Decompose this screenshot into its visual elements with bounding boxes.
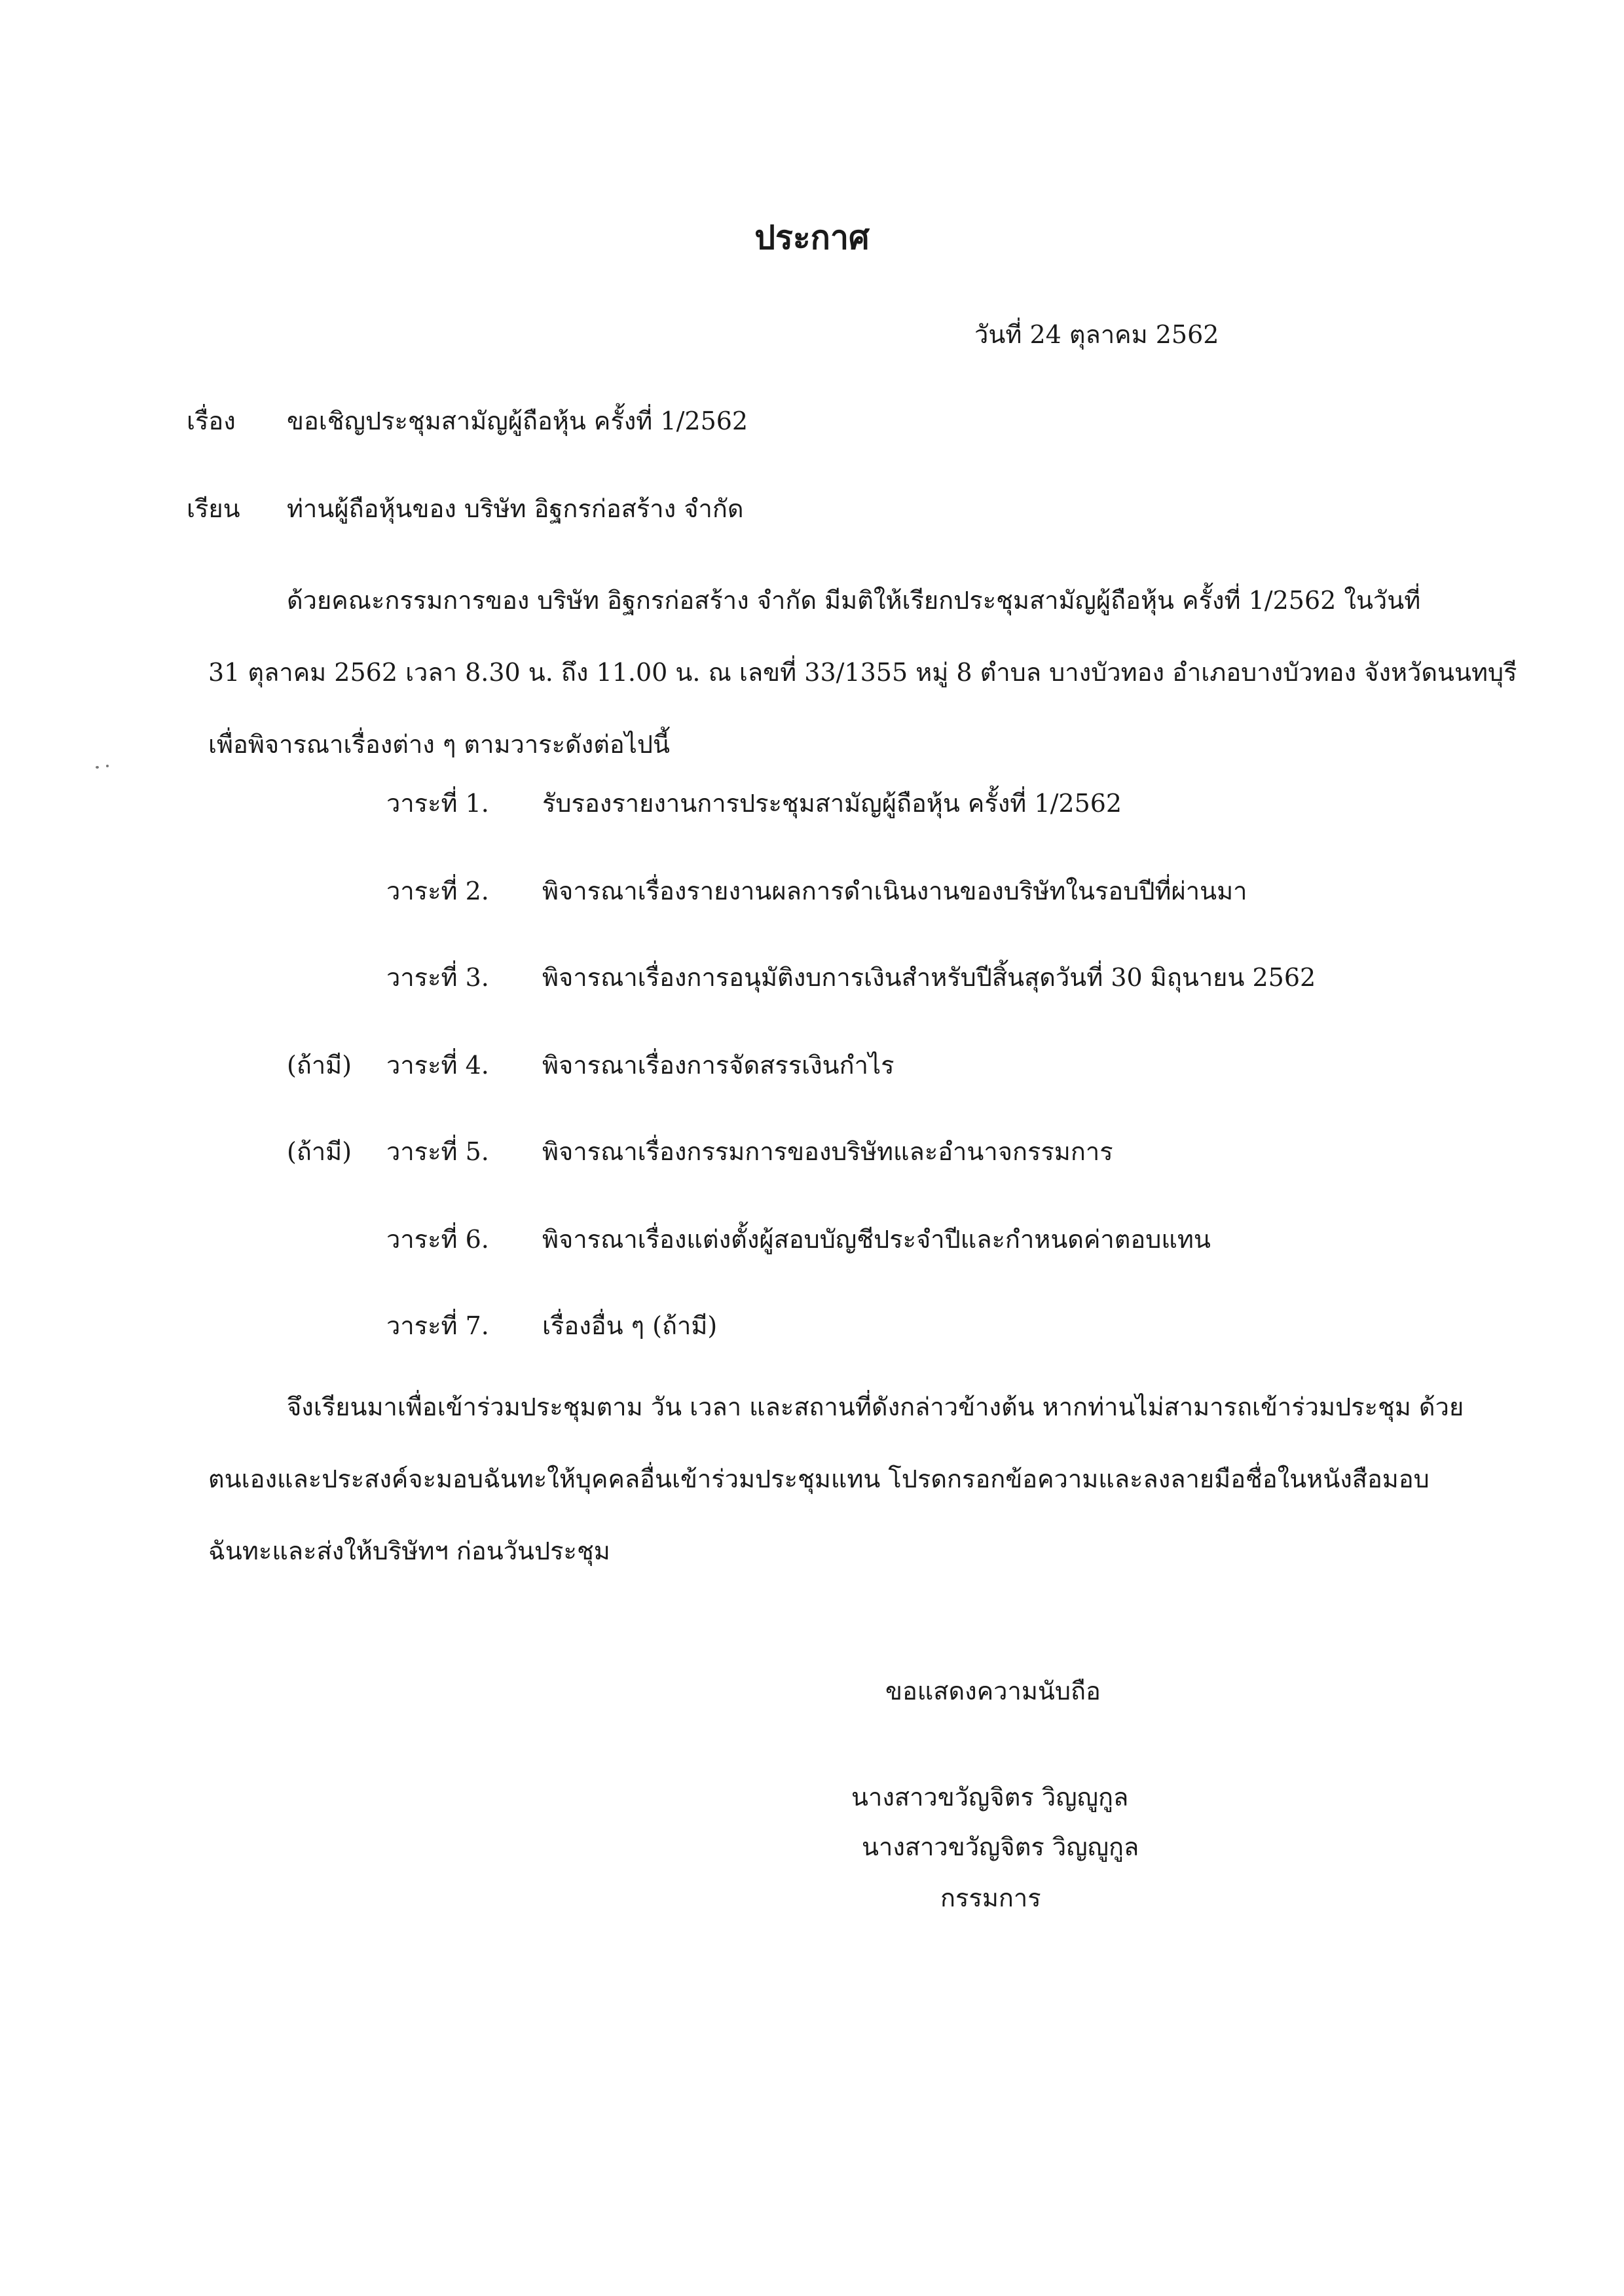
agenda-item-7 xyxy=(0,1305,1624,1338)
signer-position: กรรมการ xyxy=(940,1884,1041,1912)
agenda-item-label: วาระที่ 1. xyxy=(386,789,489,818)
agenda-item-note: (ถ้ามี) xyxy=(287,1137,352,1166)
printed-name: นางสาวขวัญจิตร วิญญูกูล xyxy=(862,1832,1139,1861)
closing-line-2: ตนเองและประสงค์จะมอบฉันทะให้บุคคลอื่นเข้าร่วมประชุมแทน โปรดกรอกข้อความและลงลายมือชื่อในหนังสือมอบ xyxy=(208,1465,1430,1493)
agenda-item-6 xyxy=(0,1219,1624,1252)
intro-line-3: เพื่อพิจารณาเรื่องต่าง ๆ ตามวาระดังต่อไปนี้ xyxy=(208,730,670,759)
intro-line-1: ด้วยคณะกรรมการของ บริษัท อิฐกรก่อสร้าง จำกัด มีมติให้เรียกประชุมสามัญผู้ถือหุ้น ครั้งที่ 1/2562 ในวันที่ xyxy=(287,586,1421,615)
closing-line-3: ฉันทะและส่งให้บริษัทฯ ก่อนวันประชุม xyxy=(208,1537,610,1565)
agenda-item-3 xyxy=(0,957,1624,990)
agenda-item-label: วาระที่ 7. xyxy=(386,1311,489,1340)
closing-line-1: จึงเรียนมาเพื่อเข้าร่วมประชุมตาม วัน เวลา และสถานที่ดังกล่าวข้างต้น หากท่านไม่สามารถเข้าร่วมประชุม ด้วย xyxy=(287,1393,1464,1421)
agenda-item-text: พิจารณาเรื่องการอนุมัติงบการเงินสำหรับปีสิ้นสุดวันที่ 30 มิถุนายน 2562 xyxy=(542,963,1316,992)
subject-text: ขอเชิญประชุมสามัญผู้ถือหุ้น ครั้งที่ 1/2562 xyxy=(287,407,748,435)
agenda-item-text: พิจารณาเรื่องกรรมการของบริษัทและอำนาจกรรมการ xyxy=(542,1137,1113,1166)
agenda-item-text: พิจารณาเรื่องแต่งตั้งผู้สอบบัญชีประจำปีและกำหนดค่าตอบแทน xyxy=(542,1225,1211,1254)
agenda-item-4 xyxy=(0,1045,1624,1078)
agenda-item-text: พิจารณาเรื่องการจัดสรรเงินกำไร xyxy=(542,1051,895,1080)
document-date: วันที่ 24 ตุลาคม 2562 xyxy=(974,320,1219,349)
document-title: ประกาศ xyxy=(754,218,870,257)
agenda-item-label: วาระที่ 6. xyxy=(386,1225,489,1254)
addressee-text: ท่านผู้ถือหุ้นของ บริษัท อิฐกรก่อสร้าง จำกัด xyxy=(287,494,744,523)
agenda-item-label: วาระที่ 3. xyxy=(386,963,489,992)
agenda-item-1 xyxy=(0,783,1624,816)
agenda-item-text: พิจารณาเรื่องรายงานผลการดำเนินงานของบริษัทในรอบปีที่ผ่านมา xyxy=(542,877,1247,905)
intro-paragraph xyxy=(208,564,1517,780)
closing-paragraph xyxy=(208,1371,1464,1587)
agenda-item-label: วาระที่ 5. xyxy=(386,1137,489,1166)
signature-name: นางสาวขวัญจิตร วิญญูกูล xyxy=(851,1783,1129,1812)
subject-label: เรื่อง xyxy=(187,407,236,435)
closing-regards: ขอแสดงความนับถือ xyxy=(885,1677,1101,1705)
agenda-item-2 xyxy=(0,871,1624,903)
intro-line-2: 31 ตุลาคม 2562 เวลา 8.30 น. ถึง 11.00 น. ณ เลขที่ 33/1355 หมู่ 8 ตำบล บางบัวทอง อำเภอบางบัวทอง จังหวัดนนทบุรี xyxy=(208,658,1517,687)
agenda-item-note: (ถ้ามี) xyxy=(287,1051,352,1080)
agenda-item-5 xyxy=(0,1131,1624,1164)
scan-speck xyxy=(106,765,109,767)
addressee-label: เรียน xyxy=(187,494,240,523)
scan-speck xyxy=(96,766,99,769)
agenda-item-label: วาระที่ 4. xyxy=(386,1051,489,1080)
agenda-item-label: วาระที่ 2. xyxy=(386,877,489,905)
agenda-item-text: รับรองรายงานการประชุมสามัญผู้ถือหุ้น ครั้งที่ 1/2562 xyxy=(542,789,1122,818)
agenda-item-text: เรื่องอื่น ๆ (ถ้ามี) xyxy=(542,1311,718,1340)
